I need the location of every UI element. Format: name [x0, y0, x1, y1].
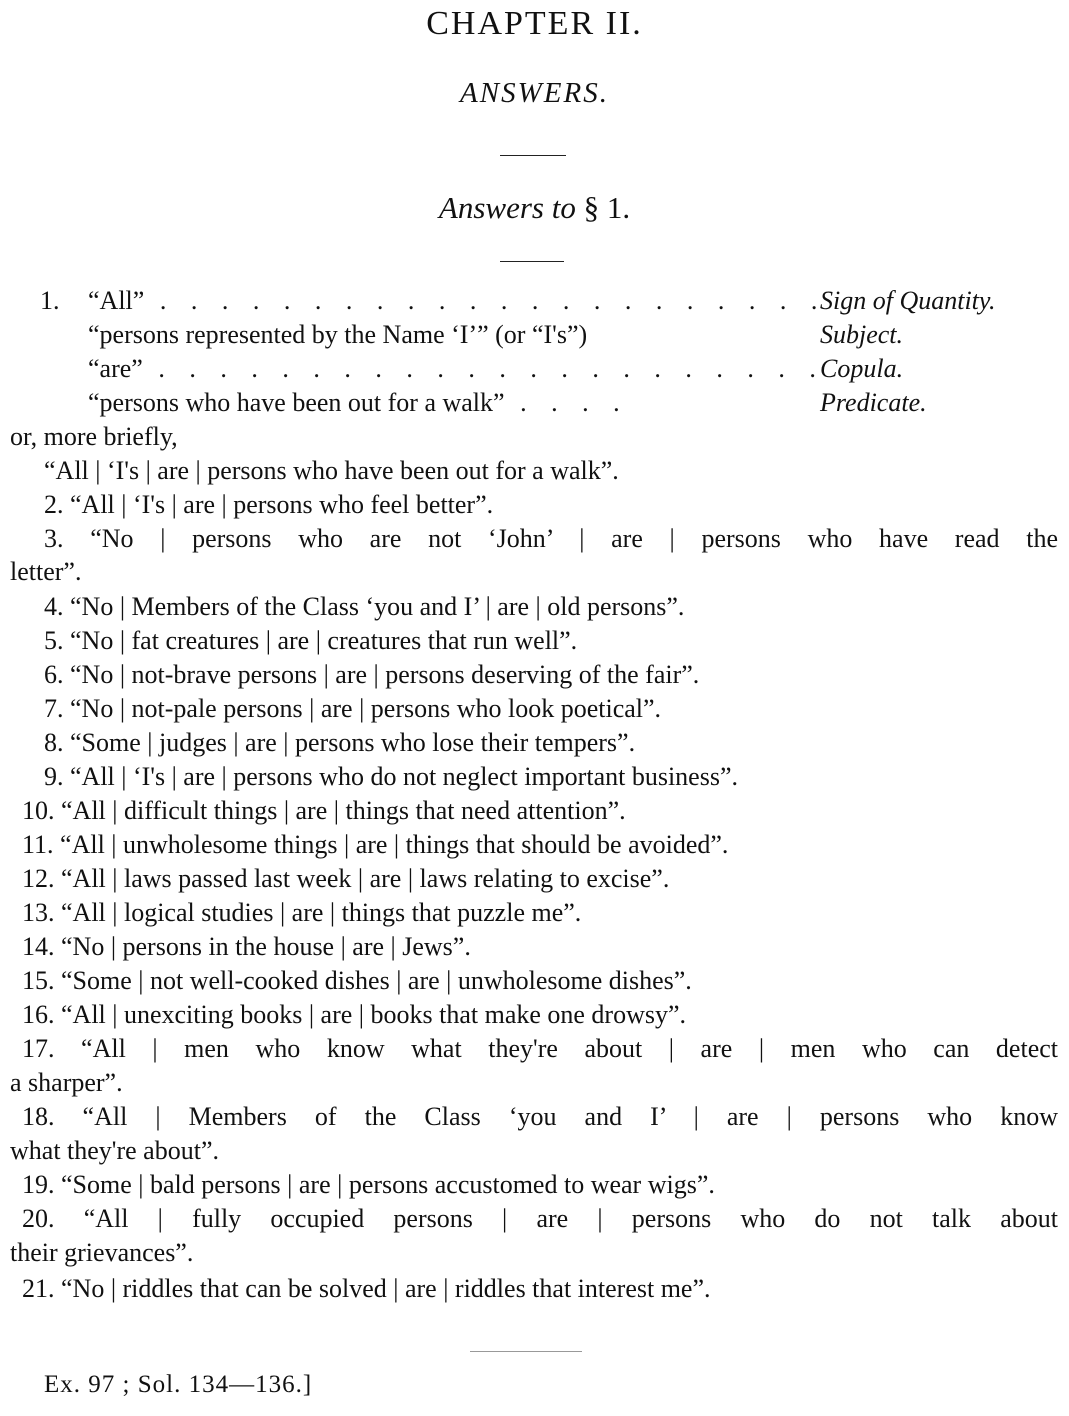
analysis-term	[88, 386, 629, 420]
text-line: “All | ‘I's | are | persons who have been out for a walk”.	[44, 456, 619, 485]
answer-line: 4. “No | Members of the Class ‘you and I’ | are | old persons”.	[44, 592, 685, 621]
answer-line: 20. “All | fully occupied persons | are | persons who do not talk about	[22, 1204, 1058, 1233]
answer-line: 11. “All | unwholesome things | are | things that should be avoided”.	[22, 830, 729, 859]
subsection-title	[0, 190, 1069, 226]
subsection-title-rest: § 1.	[583, 190, 631, 225]
answer-line: 6. “No | not-brave persons | are | persons deserving of the fair”.	[44, 660, 700, 689]
text-line: their grievances”.	[10, 1238, 194, 1267]
section-title: ANSWERS.	[460, 77, 609, 109]
leader-dots: . . . . . . . . . . . . . . . . . . . . . .	[142, 354, 825, 383]
answer-line: 19. “Some | bald persons | are | persons accustomed to wear wigs”.	[22, 1170, 715, 1199]
analysis-label: Copula.	[820, 354, 904, 383]
text-line: a sharper”.	[10, 1068, 123, 1097]
answer-line: 3. “No | persons who are not ‘John’ | are | persons who have read the	[44, 524, 1058, 553]
term-text: “persons represented by the Name ‘I’” (or “I's”)	[88, 320, 588, 349]
divider-rule	[470, 1351, 582, 1352]
answer-line: 15. “Some | not well-cooked dishes | are | unwholesome dishes”.	[22, 966, 692, 995]
term-text: “persons who have been out for a walk”	[88, 388, 505, 417]
text-line: what they're about”.	[10, 1136, 219, 1165]
term-text: “are”	[88, 354, 143, 383]
analysis-label: Subject.	[820, 320, 904, 349]
answer-line: 18. “All | Members of the Class ‘you and I’ | are | persons who know	[22, 1102, 1058, 1131]
analysis-label: Predicate.	[820, 388, 927, 417]
answer-line: 10. “All | difficult things | are | things that need attention”.	[22, 796, 626, 825]
leader-dots: . . . . . . . . . . . . . . . . . . . . . .	[144, 286, 827, 315]
answer-line: 21. “No | riddles that can be solved | are | riddles that interest me”.	[22, 1274, 711, 1303]
divider-rule	[500, 261, 564, 262]
subsection-title-italic: Answers to	[438, 190, 576, 225]
answer-line: 16. “All | unexciting books | are | books that make one drowsy”.	[22, 1000, 687, 1029]
analysis-term	[88, 318, 587, 352]
answer-line: 5. “No | fat creatures | are | creatures that run well”.	[44, 626, 578, 655]
footer-reference: Ex. 97 ; Sol. 134—136.]	[44, 1371, 313, 1398]
chapter-title: CHAPTER II.	[426, 5, 643, 42]
answer-line: 2. “All | ‘I's | are | persons who feel better”.	[44, 490, 494, 519]
analysis-label: Sign of Quantity.	[820, 286, 996, 315]
text-line: letter”.	[10, 557, 82, 586]
leader-dots: . . . .	[504, 388, 629, 417]
answer-number: 1.	[40, 286, 60, 315]
term-text: “All”	[88, 286, 145, 315]
analysis-term	[88, 352, 825, 386]
analysis-term	[88, 284, 826, 318]
answer-line: 17. “All | men who know what they're about | are | men who can detect	[22, 1034, 1058, 1063]
answer-line: 13. “All | logical studies | are | things that puzzle me”.	[22, 898, 582, 927]
answer-line: 12. “All | laws passed last week | are | laws relating to excise”.	[22, 864, 670, 893]
answer-line: 14. “No | persons in the house | are | Jews”.	[22, 932, 471, 961]
answer-line: 8. “Some | judges | are | persons who lose their tempers”.	[44, 728, 636, 757]
divider-rule	[500, 155, 566, 156]
answer-line: 9. “All | ‘I's | are | persons who do not neglect important business”.	[44, 762, 738, 791]
answer-line: 7. “No | not-pale persons | are | persons who look poetical”.	[44, 694, 662, 723]
text-line: or, more briefly,	[10, 422, 178, 451]
